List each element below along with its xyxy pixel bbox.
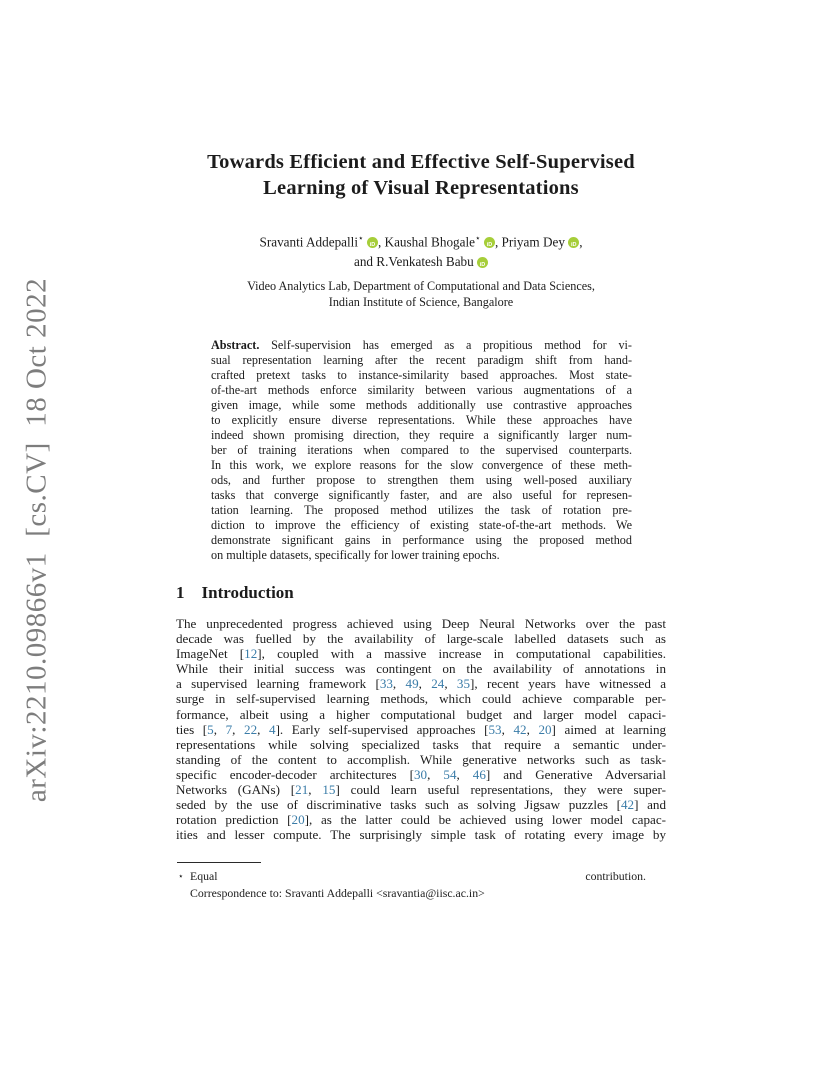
- text-column: [176, 0, 666, 1072]
- citation-link[interactable]: 5: [207, 721, 214, 737]
- citation-link[interactable]: 15: [322, 782, 336, 798]
- author-name: and R.Venkatesh Babu: [353, 254, 478, 270]
- text-line: While their initial success was contingent on the availability of annotations in: [176, 661, 666, 677]
- section-heading: [176, 583, 294, 603]
- citation-link[interactable]: 54: [443, 766, 457, 782]
- text-line: In this work, we explore reasons for the slow convergence of these meth-: [211, 458, 632, 472]
- abstract-section: [211, 338, 632, 563]
- author-name: Sravanti Addepalli: [259, 234, 359, 250]
- footnote-rule: [177, 862, 261, 863]
- citation-link[interactable]: 46: [472, 766, 486, 782]
- text-line: tation learning. The proposed method utilizes the task of rotation pre-: [211, 503, 632, 517]
- text-line: on multiple datasets, specifically for lower training epochs.: [211, 548, 500, 562]
- text-line: surge in self-supervised learning methods, which could achieve comparable per-: [176, 691, 666, 707]
- text-line: to explicitly ensure diverse representations. While these approaches have: [211, 413, 632, 427]
- text-line: ities and lesser compute. The surprisingly simple task of rotating every image by: [176, 827, 666, 843]
- author-list: [176, 228, 666, 272]
- text-line: indeed shown promising direction, they require a significantly larger num-: [211, 428, 632, 442]
- paper-title: [176, 149, 666, 201]
- text-line: The unprecedented progress achieved using Deep Neural Networks over the past: [176, 616, 666, 631]
- text-line: Abstract. Self-supervision has emerged as a propitious method for vi-: [211, 338, 632, 352]
- text-line: ber of training iterations when compared to the supervised counterparts.: [211, 443, 632, 457]
- author-name: , Kaushal Bhogale: [377, 234, 476, 250]
- orcid-icon[interactable]: iD: [568, 237, 579, 248]
- footnote-line-1: Equal contribution.: [190, 869, 646, 883]
- affiliation-line-1: Video Analytics Lab, Department of Computational and Data Sciences,: [247, 279, 595, 293]
- orcid-icon[interactable]: iD: [484, 237, 495, 248]
- footnote: [176, 862, 646, 901]
- footnote-marker: ⋆: [178, 871, 184, 881]
- citation-link[interactable]: 20: [291, 812, 305, 828]
- text-line: ods, and further propose to strengthen them using well-posed auxiliary: [211, 473, 632, 487]
- equal-contribution-mark: ⋆: [358, 233, 364, 243]
- affiliation: [176, 278, 666, 310]
- citation-link[interactable]: 35: [456, 676, 471, 692]
- citation-link[interactable]: 53: [488, 721, 502, 737]
- text-line: seded by the use of discriminative tasks such as solving Jigsaw puzzles [42] and: [176, 797, 667, 813]
- author-name: ,: [579, 234, 583, 250]
- section-number: 1: [176, 583, 185, 602]
- text-line: Networks (GANs) [21, 15] could learn useful representations, they were super-: [176, 782, 666, 798]
- text-line: tasks that converge significantly faster, and are also useful for represen-: [211, 488, 632, 502]
- citation-link[interactable]: 42: [513, 721, 527, 737]
- text-line: given image, while some methods additionally use contrastive approaches: [211, 398, 632, 412]
- text-line: ImageNet [12], coupled with a massive increase in computational capabilities.: [176, 646, 666, 662]
- citation-link[interactable]: 22: [244, 721, 258, 737]
- text-line: sual representation learning after the recent paradigm shift from hand-: [211, 353, 632, 367]
- citation-link[interactable]: 4: [269, 721, 276, 737]
- arxiv-watermark: arXiv:2210.09866v1 [cs.CV] 18 Oct 2022: [20, 277, 53, 803]
- author-line-2: [176, 252, 666, 272]
- footnote-line-2: Correspondence to: Sravanti Addepalli <sravantia@iisc.ac.in>: [190, 885, 485, 900]
- orcid-icon[interactable]: iD: [477, 257, 488, 268]
- citation-link[interactable]: 12: [244, 646, 258, 662]
- paper-title-line-2: Learning of Visual Representations: [263, 177, 579, 199]
- text-line: demonstrate significant gains in performance using the proposed method: [211, 533, 632, 547]
- text-line: standing of the content to accomplish. While generative networks such as task-: [176, 751, 666, 767]
- text-line: crafted pretext tasks to instance-similarity based approaches. Most state-: [211, 368, 632, 382]
- text-line: decade was fuelled by the availability of large-scale labelled datasets such as: [176, 631, 666, 647]
- text-line: diction to improve the efficiency of existing state-of-the-art methods. We: [211, 518, 632, 532]
- introduction-paragraph: [176, 616, 666, 842]
- text-line: ties [5, 7, 22, 4]. Early self-supervised approaches [53, 42, 20] aimed at learning: [176, 721, 667, 737]
- citation-link[interactable]: 20: [538, 721, 552, 737]
- author-name: , Priyam Dey: [494, 234, 569, 250]
- citation-link[interactable]: 49: [405, 676, 419, 692]
- text-line: representations while solving specialized tasks that require a semantic under-: [176, 736, 666, 752]
- section-title: Introduction: [201, 583, 294, 602]
- citation-link[interactable]: 42: [620, 797, 635, 813]
- text-line: a supervised learning framework [33, 49, 24, 35], recent years have witnessed a: [176, 676, 667, 692]
- paper-title-line-1: Towards Efficient and Effective Self-Supervised: [207, 151, 635, 173]
- text-line: of-the-art methods enforce similarity between various augmentations of a: [211, 383, 632, 397]
- author-line-1: [176, 228, 666, 252]
- text-line: specific encoder-decoder architectures [30, 54, 46] and Generative Adversarial: [176, 766, 666, 782]
- affiliation-line-2: Indian Institute of Science, Bangalore: [328, 295, 514, 309]
- text-line: rotation prediction [20], as the latter could be achieved using lower model capac-: [176, 812, 666, 828]
- citation-link[interactable]: 7: [225, 721, 233, 737]
- equal-contribution-mark: ⋆: [475, 233, 481, 243]
- citation-link[interactable]: 33: [379, 676, 393, 692]
- text-line: formance, albeit using a higher computational budget and larger model capaci-: [176, 706, 666, 722]
- orcid-icon[interactable]: iD: [367, 237, 378, 248]
- citation-link[interactable]: 24: [431, 676, 445, 692]
- citation-link[interactable]: 21: [295, 782, 309, 798]
- citation-link[interactable]: 30: [414, 766, 428, 782]
